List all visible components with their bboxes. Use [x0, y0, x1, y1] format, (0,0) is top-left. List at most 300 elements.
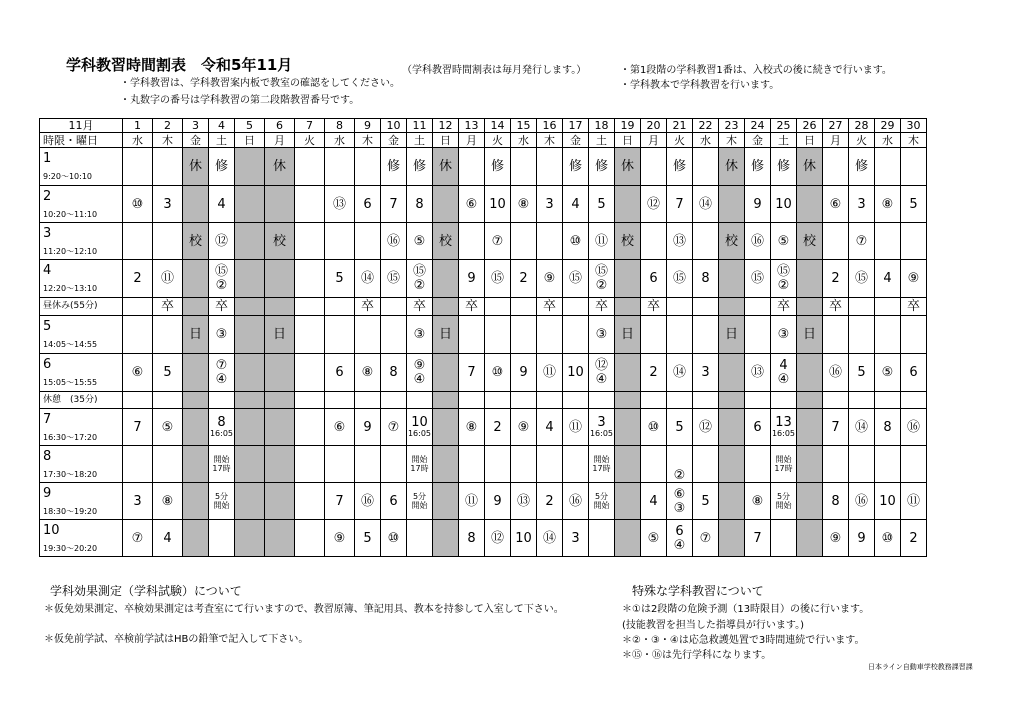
footer-right-4: ＊⑮・⑯は先行学科になります。 [622, 650, 772, 661]
lesson-cell: 卒 [355, 298, 381, 316]
lesson-cell [325, 392, 355, 409]
lesson-cell: 修 [407, 148, 433, 186]
day-number: 14 [485, 119, 511, 133]
lesson-cell [771, 409, 797, 446]
lesson-cell: 9 [355, 409, 381, 446]
lesson-cell: ⑪ [589, 223, 615, 260]
lesson-cell [589, 520, 615, 557]
day-number: 22 [693, 119, 719, 133]
period-number: 3 [43, 225, 52, 241]
lesson-cell: ⑮ [381, 260, 407, 298]
lesson-cell: 4 [537, 409, 563, 446]
holiday-cell [265, 483, 295, 520]
day-number: 20 [641, 119, 667, 133]
lesson-cell [563, 298, 589, 316]
lesson-cell: ⑥ [123, 354, 153, 392]
lesson-cell [745, 316, 771, 354]
lesson-cell [537, 316, 563, 354]
lesson-cell [209, 409, 235, 446]
lesson-cell [823, 223, 849, 260]
lesson-cell: 2 [823, 260, 849, 298]
lesson-cell: 2 [123, 260, 153, 298]
holiday-cell [719, 520, 745, 557]
holiday-cell [615, 186, 641, 223]
lesson-cell: 9 [485, 483, 511, 520]
lesson-cell: 卒 [209, 298, 235, 316]
holiday-cell [719, 298, 745, 316]
day-number: 4 [209, 119, 235, 133]
lesson-cell: 5 [153, 354, 183, 392]
lesson-cell: ⑥ [459, 186, 485, 223]
lesson-cell [459, 223, 485, 260]
lesson-cell: 9 [849, 520, 875, 557]
period-time: 15:05〜15:55 [43, 378, 98, 387]
holiday-cell [615, 392, 641, 409]
footer-left-1: ＊仮免効果測定、卒検効果測定は考査室にて行いますので、教習原簿、筆記用具、教本を持参して入室して下さい。 [44, 604, 564, 615]
holiday-cell [433, 483, 459, 520]
holiday-cell [433, 446, 459, 483]
holiday-cell [797, 298, 823, 316]
lesson-cell [667, 316, 693, 354]
lesson-cell [589, 409, 615, 446]
lesson-cell: 9 [511, 354, 537, 392]
lesson-cell [355, 392, 381, 409]
day-number: 30 [901, 119, 927, 133]
lesson-cell: ⑭ [355, 260, 381, 298]
lesson-cell [209, 354, 235, 392]
month-header: 11月 [40, 119, 123, 133]
lesson-cell [123, 392, 153, 409]
holiday-cell [235, 446, 265, 483]
holiday-cell [183, 354, 209, 392]
holiday-cell [719, 483, 745, 520]
period-p6 [40, 354, 123, 392]
lesson-cell: ⑤ [875, 354, 901, 392]
lesson-cell: ⑪ [153, 260, 183, 298]
holiday-cell: 休 [183, 148, 209, 186]
lesson-cell: 修 [589, 148, 615, 186]
lesson-cell: 7 [123, 409, 153, 446]
lesson-cell: 2 [901, 520, 927, 557]
day-number: 27 [823, 119, 849, 133]
lesson-cell: ⑨ [325, 520, 355, 557]
time-note: 17時 [592, 463, 611, 473]
lesson-cell [667, 483, 693, 520]
holiday-cell: 休 [433, 148, 459, 186]
lesson-number: ④ [777, 372, 790, 387]
note-left-1: ・学科教習は、学科教習案内板で教室の確認をしてください。 [120, 78, 400, 89]
lesson-cell: 3 [153, 186, 183, 223]
holiday-cell [797, 186, 823, 223]
lesson-cell: ⑩ [563, 223, 589, 260]
lesson-cell: ⑭ [693, 186, 719, 223]
lesson-cell: ⑧ [511, 186, 537, 223]
lesson-cell: 2 [537, 483, 563, 520]
lesson-cell: 8 [875, 409, 901, 446]
lesson-cell [849, 446, 875, 483]
lesson-cell [693, 392, 719, 409]
weekday: 水 [511, 133, 537, 148]
period-time: 17:30〜18:20 [43, 469, 98, 479]
weekday: 木 [719, 133, 745, 148]
lesson-cell: ⑮ [563, 260, 589, 298]
lesson-cell [407, 483, 433, 520]
day-number: 15 [511, 119, 537, 133]
lesson-cell: ⑩ [381, 520, 407, 557]
holiday-cell [235, 148, 265, 186]
lesson-number: ⑮ [412, 264, 426, 279]
lesson-cell [745, 298, 771, 316]
lesson-cell: ⑧ [745, 483, 771, 520]
lesson-cell: 4 [563, 186, 589, 223]
lesson-cell [407, 260, 433, 298]
weekday: 日 [235, 133, 265, 148]
lesson-cell [153, 446, 183, 483]
holiday-cell [265, 354, 295, 392]
lesson-cell [745, 392, 771, 409]
lesson-cell: 5 [355, 520, 381, 557]
lesson-cell: ⑯ [745, 223, 771, 260]
lesson-number: ⑨ [413, 358, 426, 373]
lesson-cell: ⑪ [459, 483, 485, 520]
period-time: 19:30〜20:20 [43, 543, 98, 553]
holiday-cell [265, 520, 295, 557]
lesson-cell [667, 392, 693, 409]
lesson-cell [123, 298, 153, 316]
lesson-cell [901, 316, 927, 354]
lesson-cell [295, 483, 325, 520]
lesson-cell: 修 [771, 148, 797, 186]
holiday-cell [183, 520, 209, 557]
break-label: 休憩 (35分) [40, 392, 123, 409]
lesson-cell: 10 [511, 520, 537, 557]
weekday: 日 [615, 133, 641, 148]
weekday: 月 [823, 133, 849, 148]
day-number: 12 [433, 119, 459, 133]
start-note: 開始 [213, 454, 230, 464]
lesson-cell: ⑯ [355, 483, 381, 520]
start-note: 開始 [775, 454, 792, 464]
lesson-cell: ⑮ [849, 260, 875, 298]
lesson-cell [153, 392, 183, 409]
weekday: 火 [849, 133, 875, 148]
holiday-cell: 校 [615, 223, 641, 260]
lesson-cell: ⑫ [485, 520, 511, 557]
lesson-cell [823, 392, 849, 409]
note-right-1: ・第1段階の学科教習1番は、入校式の後に続きで行います。 [620, 65, 892, 76]
lesson-cell: ⑯ [849, 483, 875, 520]
period-time: 12:20〜13:10 [43, 284, 98, 293]
lesson-cell [407, 392, 433, 409]
holiday-cell [265, 446, 295, 483]
lesson-cell: ③ [589, 316, 615, 354]
holiday-cell [719, 260, 745, 298]
footer-left-title: 学科効果測定（学科試験）について [50, 584, 242, 598]
start-time-note: 16:05 [209, 429, 234, 438]
lesson-cell: 7 [381, 186, 407, 223]
day-number: 26 [797, 119, 823, 133]
period-p4 [40, 260, 123, 298]
lesson-cell [209, 483, 235, 520]
lesson-cell: 5 [589, 186, 615, 223]
holiday-cell [719, 186, 745, 223]
lesson-cell [537, 392, 563, 409]
lesson-cell [407, 354, 433, 392]
lesson-cell [209, 392, 235, 409]
period-number: 2 [43, 188, 52, 204]
day-number: 23 [719, 119, 745, 133]
lesson-cell: 2 [485, 409, 511, 446]
holiday-cell [235, 298, 265, 316]
lesson-cell: 4 [209, 186, 235, 223]
lesson-cell: 6 [355, 186, 381, 223]
lesson-cell [325, 298, 355, 316]
lesson-cell [209, 446, 235, 483]
lesson-number: 4 [779, 358, 788, 373]
lesson-cell: ⑩ [485, 354, 511, 392]
holiday-cell [183, 186, 209, 223]
lesson-cell [849, 392, 875, 409]
holiday-cell [235, 392, 265, 409]
weekday: 木 [901, 133, 927, 148]
lesson-cell [209, 520, 235, 557]
period-p5 [40, 316, 123, 354]
period-p7 [40, 409, 123, 446]
lesson-cell [771, 260, 797, 298]
holiday-cell [265, 298, 295, 316]
issue-note: （学科教習時間割表は毎月発行します。） [402, 65, 587, 76]
page-title: 学科教習時間割表 令和5年11月 [66, 56, 293, 74]
start-note: 開始 [411, 454, 428, 464]
period-number: 5 [43, 319, 52, 334]
lesson-cell: 5 [325, 260, 355, 298]
lesson-cell [295, 446, 325, 483]
lesson-cell: ⑪ [537, 354, 563, 392]
lesson-cell [407, 409, 433, 446]
lesson-cell: ⑦ [849, 223, 875, 260]
lesson-cell [875, 392, 901, 409]
lesson-cell: ⑥ [823, 186, 849, 223]
lesson-cell [875, 223, 901, 260]
lesson-number: ⑮ [594, 264, 608, 279]
holiday-cell [183, 260, 209, 298]
holiday-cell: 校 [719, 223, 745, 260]
lesson-cell: 6 [325, 354, 355, 392]
period-time: 16:30〜17:20 [43, 432, 98, 442]
holiday-cell [615, 446, 641, 483]
lesson-cell: ⑬ [325, 186, 355, 223]
lesson-cell: 8 [693, 260, 719, 298]
period-p10 [40, 520, 123, 557]
lesson-cell [589, 354, 615, 392]
lesson-cell: 7 [667, 186, 693, 223]
holiday-cell [265, 392, 295, 409]
holiday-cell: 日 [615, 316, 641, 354]
lesson-cell: ⑤ [407, 223, 433, 260]
lesson-cell: 2 [641, 354, 667, 392]
lesson-cell [325, 148, 355, 186]
lesson-cell: ⑤ [153, 409, 183, 446]
day-number: 16 [537, 119, 563, 133]
lesson-cell: ⑦ [123, 520, 153, 557]
lesson-cell [511, 148, 537, 186]
lesson-cell: 10 [563, 354, 589, 392]
school-name: 日本ライン自動車学校教務課習課 [868, 663, 973, 671]
lesson-cell [459, 148, 485, 186]
lesson-cell: ⑬ [511, 483, 537, 520]
lesson-cell [771, 354, 797, 392]
lesson-number: ⑦ [215, 358, 228, 373]
lesson-cell: 8 [407, 186, 433, 223]
weekday: 月 [265, 133, 295, 148]
holiday-cell: 休 [719, 148, 745, 186]
footer-right-1: ＊①は2段階の危険予測（13時限目）の後に行います。 [622, 604, 870, 615]
lesson-number: ④ [673, 537, 686, 553]
lesson-cell [381, 298, 407, 316]
weekday: 金 [381, 133, 407, 148]
lesson-number: ⑮ [776, 264, 790, 279]
lesson-cell [875, 316, 901, 354]
period-p2 [40, 186, 123, 223]
period-time: 11:20〜12:10 [43, 246, 98, 256]
lesson-cell [381, 446, 407, 483]
lesson-cell [295, 520, 325, 557]
holiday-cell [235, 223, 265, 260]
start-note: 開始 [593, 454, 610, 464]
day-number: 1 [123, 119, 153, 133]
lesson-cell: 7 [325, 483, 355, 520]
lesson-cell: ⑩ [641, 409, 667, 446]
lesson-number: ② [215, 278, 228, 293]
holiday-cell: 校 [433, 223, 459, 260]
lesson-cell: 卒 [459, 298, 485, 316]
period-time: 9:20〜10:10 [43, 172, 93, 181]
holiday-cell: 日 [433, 316, 459, 354]
holiday-cell [183, 298, 209, 316]
day-number: 28 [849, 119, 875, 133]
holiday-cell [615, 520, 641, 557]
lesson-cell [771, 483, 797, 520]
holiday-cell [183, 483, 209, 520]
holiday-cell: 校 [183, 223, 209, 260]
start-note: 開始 [593, 500, 610, 510]
lesson-cell [771, 520, 797, 557]
weekday: 水 [875, 133, 901, 148]
lesson-cell: ③ [407, 316, 433, 354]
weekday: 木 [537, 133, 563, 148]
period-number: 8 [43, 448, 52, 464]
day-number: 10 [381, 119, 407, 133]
holiday-cell [265, 409, 295, 446]
lesson-cell: ⑯ [381, 223, 407, 260]
period-time: 18:30〜19:20 [43, 506, 98, 516]
holiday-cell [615, 298, 641, 316]
lesson-cell: ⑭ [537, 520, 563, 557]
lesson-cell: 6 [641, 260, 667, 298]
lesson-cell [325, 223, 355, 260]
lesson-cell: 5 [901, 186, 927, 223]
lesson-cell [355, 446, 381, 483]
lesson-cell: 3 [123, 483, 153, 520]
lesson-cell: ⑫ [641, 186, 667, 223]
lesson-cell [355, 316, 381, 354]
lesson-cell: ⑧ [153, 483, 183, 520]
holiday-cell [433, 409, 459, 446]
lesson-number: 3 [597, 415, 606, 430]
lesson-number: ② [595, 278, 608, 293]
holiday-cell [183, 392, 209, 409]
lesson-cell [641, 223, 667, 260]
lesson-cell: 10 [875, 483, 901, 520]
lesson-cell [153, 148, 183, 186]
start-note: 開始 [775, 500, 792, 510]
holiday-cell [615, 483, 641, 520]
holiday-cell: 日 [797, 316, 823, 354]
lesson-cell: ⑦ [485, 223, 511, 260]
lesson-cell [641, 316, 667, 354]
lesson-cell: 7 [745, 520, 771, 557]
lesson-cell: ⑤ [641, 520, 667, 557]
lesson-cell [875, 446, 901, 483]
day-number: 17 [563, 119, 589, 133]
lesson-cell [589, 260, 615, 298]
holiday-cell [615, 260, 641, 298]
weekday: 土 [589, 133, 615, 148]
lesson-cell [875, 298, 901, 316]
lesson-cell [295, 409, 325, 446]
lesson-number: 10 [411, 415, 428, 430]
lesson-cell: 4 [875, 260, 901, 298]
holiday-cell [433, 392, 459, 409]
lesson-cell: ⑮ [485, 260, 511, 298]
lesson-cell [485, 316, 511, 354]
lesson-cell [407, 446, 433, 483]
lesson-number: 8 [217, 415, 226, 430]
lesson-cell [295, 260, 325, 298]
lesson-cell: 卒 [153, 298, 183, 316]
minute-note: 5分 [776, 491, 791, 501]
period-p9 [40, 483, 123, 520]
note-left-2: ・丸数字の番号は学科教習の第二段階教習番号です。 [120, 95, 360, 106]
lesson-cell: ⑭ [667, 354, 693, 392]
day-number: 8 [325, 119, 355, 133]
time-note: 17時 [774, 463, 793, 473]
lesson-cell: ⑥ [325, 409, 355, 446]
lesson-cell: 8 [381, 354, 407, 392]
lesson-cell: 4 [641, 483, 667, 520]
holiday-cell [235, 409, 265, 446]
lesson-cell: 3 [693, 354, 719, 392]
day-number: 5 [235, 119, 265, 133]
holiday-cell [433, 186, 459, 223]
lesson-cell: 卒 [589, 298, 615, 316]
lesson-cell [537, 446, 563, 483]
lesson-cell [123, 316, 153, 354]
time-note: 17時 [212, 463, 231, 473]
period-number: 6 [43, 357, 52, 372]
lesson-number: ④ [595, 372, 608, 387]
lesson-cell: ⑧ [875, 186, 901, 223]
lesson-cell: 卒 [771, 298, 797, 316]
weekday: 木 [153, 133, 183, 148]
holiday-cell [265, 260, 295, 298]
holiday-cell [615, 409, 641, 446]
holiday-cell [433, 520, 459, 557]
lesson-cell: ⑪ [563, 409, 589, 446]
lesson-cell: 6 [745, 409, 771, 446]
start-time-note: 16:05 [407, 429, 432, 438]
lesson-cell: 修 [563, 148, 589, 186]
